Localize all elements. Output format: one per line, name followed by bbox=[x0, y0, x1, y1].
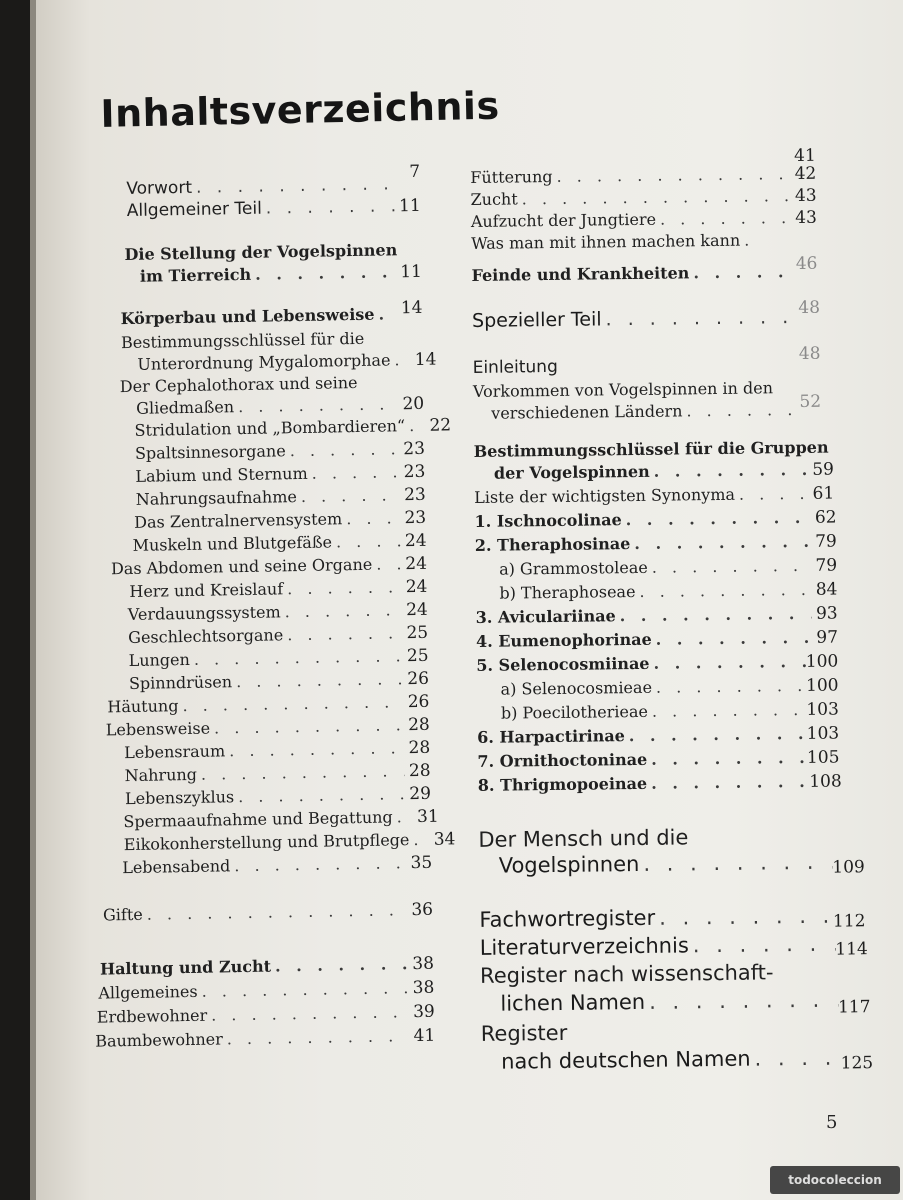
toc-entry-group: 7. Ornithoctoninae . . . 105 bbox=[477, 748, 839, 772]
toc-entry: Verdauungssystem . . . 24 bbox=[128, 600, 428, 625]
toc-entry: Lebensraum . . . 28 bbox=[124, 738, 430, 763]
toc-entry: Das Abdomen und seine Organe . . . 24 bbox=[111, 554, 427, 580]
toc-entry-vorwort-label: Vorwort bbox=[126, 177, 193, 199]
toc-entry-group: 3. Aviculariinae . . . 93 bbox=[476, 604, 838, 628]
toc-entry-mensch-line1: Der Mensch und die bbox=[478, 825, 689, 852]
toc-entry: Das Zentralnervensystem . . . 23 bbox=[134, 508, 426, 533]
toc-entry-mensch: Vogelspinnen . . . 109 bbox=[499, 849, 865, 877]
toc-entry-vorkommen: verschiedenen Ländern . . . 52 bbox=[491, 400, 821, 424]
toc-entry-group: 6. Harpactirinae . . . 103 bbox=[477, 724, 839, 748]
toc-entry-vorkommen-line1: Vorkommen von Vogelspinnen in den bbox=[472, 378, 774, 401]
toc-entry-gifte: Gifte . . . 36 bbox=[103, 900, 433, 926]
toc-entry: Labium und Sternum . . . 23 bbox=[135, 462, 425, 487]
toc-entry: Aufzucht der Jungtiere . . . 43 bbox=[471, 208, 817, 232]
toc-entry-register-wiss: lichen Namen . . . 117 bbox=[500, 987, 870, 1016]
toc-entry: Herz und Kreislauf . . . 24 bbox=[129, 577, 427, 602]
toc-entry: Muskeln und Blutgefäße . . . 24 bbox=[132, 531, 426, 556]
toc-entry: Nahrungsaufnahme . . . 23 bbox=[136, 485, 426, 510]
toc-entry-group: 2. Theraphosinae . . . 79 bbox=[475, 532, 837, 556]
toc-entry-group: 1. Ischnocolinae . . . 62 bbox=[474, 508, 836, 532]
toc-entry-koerperbau: Körperbau und Lebensweise . . . 14 bbox=[120, 304, 422, 329]
toc-entry-vorwort: . . . 7 bbox=[126, 174, 420, 199]
toc-entry-literaturverzeichnis: Literaturverzeichnis . . . 114 bbox=[480, 931, 868, 960]
page-title: Inhaltsverzeichnis bbox=[100, 83, 501, 136]
toc-entry: Fütterung . . . 42 bbox=[470, 164, 816, 188]
toc-entry-cephalo: Gliedmaßen . . . 20 bbox=[136, 394, 424, 419]
toc-entry: Stridulation und „Bombardieren“ . . . 22 bbox=[134, 416, 424, 441]
book-page bbox=[30, 0, 903, 1200]
toc-entry-group: 5. Selenocosmiinae . . . 100 bbox=[476, 652, 838, 676]
toc-entry: Allgemeines . . . 38 bbox=[98, 978, 434, 1004]
toc-entry-spezieller-teil: Spezieller Teil . . . 48 bbox=[472, 306, 820, 332]
toc-entry: Lebensabend . . . 35 bbox=[122, 853, 432, 878]
toc-page-number: 41 bbox=[793, 145, 816, 167]
toc-entry-stellung: im Tierreich . . . 11 bbox=[140, 262, 422, 287]
toc-entry-group: a) Grammostoleae . . . 79 bbox=[499, 556, 837, 580]
toc-entry-einleitung: Einleitung 48 bbox=[472, 343, 821, 378]
toc-entry-feinde: Feinde und Krankheiten . . . 46 bbox=[471, 262, 817, 286]
toc-entry-fachwortregister: Fachwortregister . . . 112 bbox=[479, 903, 865, 932]
toc-entry: Erdbewohner . . . 39 bbox=[97, 1002, 435, 1028]
toc-entry-haltung: Haltung und Zucht . . . 38 bbox=[100, 954, 434, 980]
toc-entry-register-dt-line1: Register bbox=[480, 1020, 568, 1046]
toc-entry-register-wiss-line1: Register nach wissenschaft- bbox=[479, 960, 774, 988]
toc-entry: Spinndrüsen . . . 26 bbox=[129, 669, 429, 694]
toc-entry-bestimmung-line1: Bestimmungsschlüssel für die bbox=[120, 328, 365, 353]
toc-entry: Spermaaufnahme und Begattung . . . 31 bbox=[123, 807, 431, 832]
page-gutter bbox=[30, 0, 36, 1200]
toc-entry-group: a) Selenocosmieae . . . 100 bbox=[500, 676, 838, 700]
toc-entry-group: 4. Eumenophorinae . . . 97 bbox=[476, 628, 838, 652]
toc-entry-group: b) Poecilotherieae . . . 103 bbox=[501, 700, 839, 724]
toc-entry-register-dt: nach deutschen Namen . . . 125 bbox=[501, 1045, 873, 1074]
toc-entry: Lebensweise . . . 28 bbox=[106, 715, 430, 741]
toc-entry: Spaltsinnesorgane . . . 23 bbox=[135, 439, 425, 464]
toc-entry: Geschlechtsorgane . . . 25 bbox=[128, 623, 428, 648]
page-number: 5 bbox=[826, 1112, 838, 1133]
toc-entry-group: b) Theraphoseae . . . 84 bbox=[499, 580, 837, 604]
toc-entry: Nahrung . . . 28 bbox=[124, 761, 430, 786]
toc-entry-bestimmung: Unterordnung Mygalomorphae . . . 14 bbox=[137, 350, 423, 375]
toc-entry: Lebenszyklus . . . 29 bbox=[125, 784, 431, 809]
toc-entry-bestimmung-gruppen: der Vogelspinnen . . . 59 bbox=[494, 460, 834, 484]
toc-entry-cephalo-line1: Der Cephalothorax und seine bbox=[119, 372, 358, 397]
toc-entry-bestimmung-gruppen-line1: Bestimmungsschlüssel für die Gruppen bbox=[473, 437, 829, 461]
toc-entry: Häutung . . . 26 bbox=[107, 692, 429, 718]
toc-entry: Was man mit ihnen machen kann . . . bbox=[471, 230, 781, 253]
toc-entry: Eikokonherstellung und Brutpflege . . . 34 bbox=[124, 830, 432, 855]
toc-entry-liste: Liste der wichtigsten Synonyma . . . 61 bbox=[474, 484, 834, 508]
watermark-logo: todocoleccion bbox=[770, 1166, 900, 1194]
toc-entry-group: 8. Thrigmopoeinae . . . 108 bbox=[478, 771, 842, 795]
toc-entry: Baumbewohner . . . 41 bbox=[95, 1026, 435, 1052]
toc-right-column bbox=[468, 145, 874, 1074]
toc-entry-stellung-line1: Die Stellung der Vogelspinnen bbox=[124, 240, 398, 265]
toc-left-column bbox=[68, 161, 456, 1051]
toc-entry: Zucht . . . 43 bbox=[470, 186, 816, 210]
toc-entry: Lungen . . . 25 bbox=[128, 646, 428, 671]
toc-entry-allgemeiner-teil: Allgemeiner Teil . . . 11 bbox=[127, 196, 421, 221]
